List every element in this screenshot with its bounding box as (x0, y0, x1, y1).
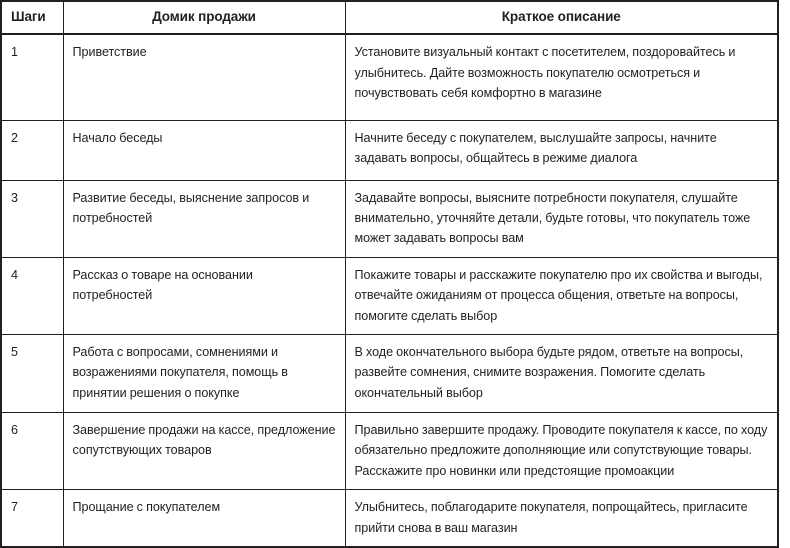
cell-step-number: 5 (1, 335, 63, 413)
table-row (1, 413, 778, 490)
cell-step-description: Установите визуальный контакт с посетителем, поздоровайтесь и улыбнитесь. Дайте возможность покупателю осмотреться и почувствовать себя комфортно в магазине (345, 34, 778, 120)
cell-step-description: В ходе окончательного выбора будьте рядом, ответьте на вопросы, развейте сомнения, снимите возражения. Помогите сделать окончательный выбор (345, 335, 778, 413)
cell-step-number: 2 (1, 120, 63, 180)
table-row (1, 120, 778, 180)
column-header-sales-house: Домик продажи (63, 1, 345, 34)
cell-step-description: Улыбнитесь, поблагодарите покупателя, попрощайтесь, пригласите прийти снова в ваш магазин (354, 500, 748, 535)
cell-step-description: Покажите товары и расскажите покупателю про их свойства и выгоды, отвечайте ожиданиям от процесса общения, ответьте на вопросы, помогите сделать выбор (345, 257, 778, 334)
cell-step-number: 4 (1, 257, 63, 334)
cell-step-number: 3 (1, 180, 63, 257)
cell-step-name: Прощание с покупателем (63, 490, 345, 547)
table-header (1, 1, 778, 34)
table-header-row (1, 1, 778, 34)
table-row (1, 180, 778, 257)
column-header-steps: Шаги (1, 1, 63, 34)
table-row (1, 335, 778, 413)
cell-step-description: Начните беседу с покупателем, выслушайте запросы, начните задавать вопросы, общайтесь в режиме диалога (345, 120, 778, 180)
cell-step-name: Начало беседы (63, 120, 345, 180)
cell-step-number: 6 (1, 413, 63, 490)
table-body (1, 34, 778, 547)
cell-step-number: 1 (1, 34, 63, 120)
cell-step-name: Завершение продажи на кассе, предложение сопутствующих товаров (63, 413, 345, 490)
column-header-short-description: Краткое описание (345, 1, 778, 34)
cell-step-number: 7 (1, 490, 63, 547)
cell-step-description: Правильно завершите продажу. Проводите покупателя к кассе, по ходу обязательно предложите дополняющие или сопутствующие товары. Расскажите про новинки или предстоящие промоакции (345, 413, 778, 490)
cell-step-name: Рассказ о товаре на основании потребностей (63, 257, 345, 334)
table-row (1, 34, 778, 120)
cell-step-name: Развитие беседы, выяснение запросов и потребностей (63, 180, 345, 257)
cell-step-description: Задавайте вопросы, выясните потребности покупателя, слушайте внимательно, уточняйте детали, будьте готовы, что покупатель тоже может задавать вопросы вам (345, 180, 778, 257)
table-row (1, 490, 778, 547)
cell-step-name: Приветствие (63, 34, 345, 120)
cell-step-name: Работа с вопросами, сомнениями и возражениями покупателя, помощь в принятии решения о покупке (63, 335, 345, 413)
table-row (1, 257, 778, 334)
